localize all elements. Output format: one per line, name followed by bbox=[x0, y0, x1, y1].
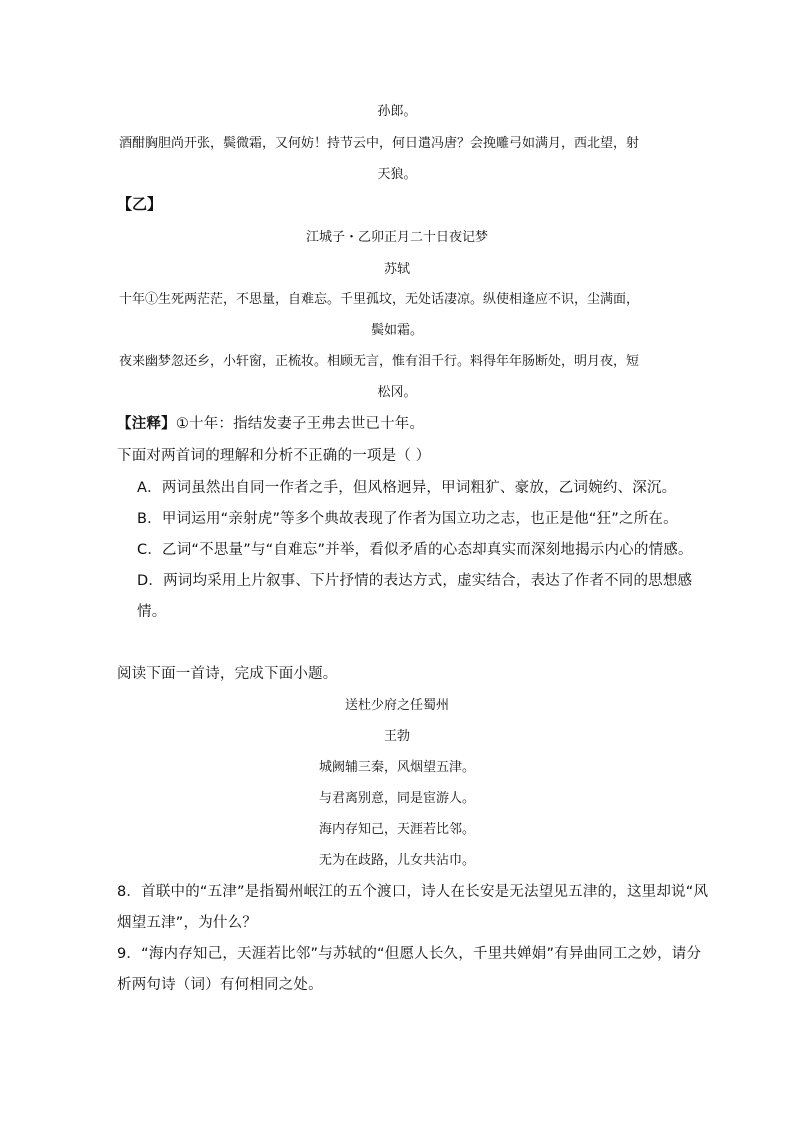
option-d-continued: 情。 bbox=[137, 604, 167, 620]
poem-jia-line: 孙郎。 bbox=[377, 104, 417, 119]
question-8-continued: 烟望五津”，为什么？ bbox=[117, 915, 258, 931]
question-9: 9．“海内存知己，天涯若比邻”与苏轼的“但愿人长久，千里共婵娟”有异曲同工之妙，请分 bbox=[117, 946, 702, 962]
poem-yi-marker: 【乙】 bbox=[117, 195, 163, 213]
poem-yi-author: 苏轼 bbox=[383, 262, 410, 277]
poem-yi-line: 鬓如霜。 bbox=[370, 323, 423, 338]
option-d: D．两词均采用上片叙事、下片抒情的表达方式，虚实结合，表达了作者不同的思想感 bbox=[137, 573, 693, 589]
question-9-continued: 析两句诗（词）有何相同之处。 bbox=[117, 977, 323, 993]
question-7-stem: 下面对两首词的理解和分析不正确的一项是（ ） bbox=[117, 448, 431, 464]
poem-title: 送杜少府之任蜀州 bbox=[344, 698, 449, 713]
poem-line: 与君离别意，同是宦游人。 bbox=[318, 791, 475, 806]
poem-line: 无为在歧路，儿女共沾巾。 bbox=[318, 853, 475, 868]
annotation-text: ①十年：指结发妻子王弗去世已十年。 bbox=[175, 416, 425, 432]
poem-line: 海内存知己，天涯若比邻。 bbox=[318, 822, 475, 837]
poem-yi-line: 松冈。 bbox=[377, 385, 417, 400]
annotation-label: 【注释】 bbox=[117, 416, 176, 432]
poem-yi-title: 江城子・乙卯正月二十日夜记梦 bbox=[305, 230, 488, 245]
annotation bbox=[117, 415, 424, 433]
option-c: C．乙词“不思量”与“自难忘”并举，看似矛盾的心态却真实而深刻地揭示内心的情感。 bbox=[137, 542, 693, 558]
poem-line: 城阙辅三秦，风烟望五津。 bbox=[318, 760, 475, 775]
question-8: 8．首联中的“五津”是指蜀州岷江的五个渡口，诗人在长安是无法望见五津的，这里却说“风 bbox=[117, 884, 709, 900]
poem-yi-line: 十年①生死两茫茫，不思量，自难忘。千里孤坟，无处话凄凉。纵使相逢应不识，尘满面， bbox=[119, 292, 640, 307]
poem-jia-line: 天狼。 bbox=[377, 167, 417, 182]
poem-yi-line: 夜来幽梦忽还乡，小轩窗，正梳妆。相顾无言，惟有泪千行。料得年年肠断处，明月夜，短 bbox=[119, 354, 640, 369]
poem-author: 王勃 bbox=[383, 729, 410, 744]
poem-jia-line: 酒酣胸胆尚开张，鬓微霜，又何妨！持节云中，何日遣冯唐？会挽雕弓如满月，西北望，射 bbox=[119, 136, 640, 151]
reading-instruction: 阅读下面一首诗，完成下面小题。 bbox=[117, 666, 338, 682]
option-a: A．两词虽然出自同一作者之手，但风格迥异，甲词粗犷、豪放，乙词婉约、深沉。 bbox=[137, 480, 677, 496]
option-b: B．甲词运用“亲射虎”等多个典故表现了作者为国立功之志，也正是他“狂”之所在。 bbox=[137, 511, 678, 527]
